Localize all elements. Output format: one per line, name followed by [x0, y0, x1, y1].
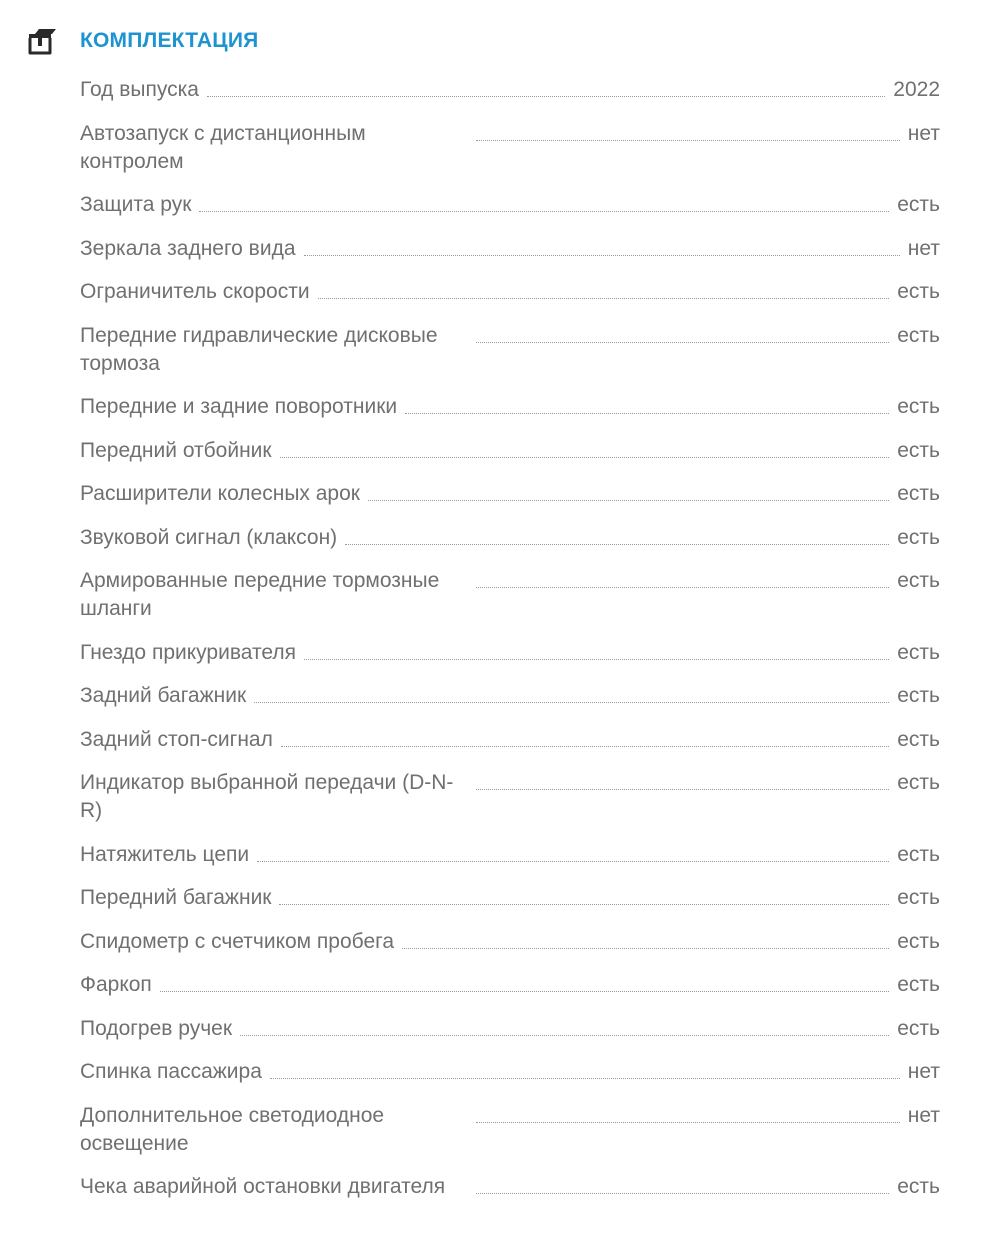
dot-leader	[281, 726, 889, 747]
spec-label: Передний отбойник	[80, 438, 272, 462]
spec-value: есть	[897, 395, 940, 418]
spec-row	[80, 1015, 940, 1043]
spec-label: Год выпуска	[80, 78, 199, 101]
spec-row	[80, 1173, 940, 1201]
spec-label: Армированные передние тормозные шланги	[80, 569, 440, 620]
spec-value: нет	[907, 236, 940, 260]
spec-value: есть	[897, 482, 940, 505]
spec-label: Фаркоп	[80, 973, 152, 996]
spec-value: нет	[907, 1060, 940, 1083]
spec-value: есть	[897, 193, 940, 216]
spec-label: Автозапуск с дистанционным контролем	[80, 121, 366, 173]
spec-value: есть	[897, 973, 940, 996]
spec-row	[80, 726, 940, 754]
spec-label: Ограничитель скорости	[80, 280, 310, 303]
spec-row	[80, 682, 940, 710]
spec-label: Защита рук	[80, 193, 192, 216]
spec-value: есть	[897, 886, 940, 909]
spec-row	[80, 1058, 940, 1086]
dot-leader	[240, 1015, 889, 1036]
spec-list	[80, 76, 940, 1217]
spec-value: нет	[907, 1103, 940, 1127]
spec-label: Передний багажник	[80, 886, 272, 909]
spec-value: есть	[897, 1175, 940, 1198]
spec-label: Передние и задние поворотники	[80, 395, 398, 418]
dot-leader	[280, 437, 890, 458]
dot-leader	[207, 76, 885, 97]
spec-value: нет	[907, 121, 940, 145]
spec-row	[80, 76, 940, 104]
spec-label: Зеркала заднего вида	[80, 236, 296, 260]
dot-leader	[476, 322, 889, 343]
spec-value: есть	[897, 1016, 940, 1040]
spec-value: есть	[897, 771, 940, 794]
dot-leader	[476, 1102, 900, 1123]
spec-value: есть	[897, 684, 940, 707]
spec-row	[80, 971, 940, 999]
dot-leader	[476, 567, 889, 588]
spec-label: Расширители колесных арок	[80, 482, 360, 505]
dot-leader	[318, 278, 890, 299]
spec-row	[80, 191, 940, 219]
spec-value: есть	[897, 727, 940, 751]
spec-label: Звуковой сигнал (клаксон)	[80, 525, 338, 549]
spec-row	[80, 120, 940, 176]
spec-label: Подогрев ручек	[80, 1016, 233, 1040]
spec-label: Задний багажник	[80, 684, 247, 707]
spec-value: есть	[897, 569, 940, 592]
dot-leader	[405, 393, 889, 414]
spec-label: Гнездо прикуривателя	[80, 640, 296, 664]
spec-value: есть	[897, 929, 940, 953]
section-title: КОМПЛЕКТАЦИЯ	[80, 29, 259, 52]
spec-value: есть	[897, 323, 940, 347]
spec-row	[80, 235, 940, 263]
spec-value: есть	[897, 525, 940, 549]
spec-label: Спидометр с счетчиком пробега	[80, 929, 395, 953]
spec-row	[80, 480, 940, 508]
spec-row	[80, 278, 940, 306]
dot-leader	[254, 682, 889, 703]
dot-leader	[304, 639, 889, 660]
dot-leader	[402, 928, 889, 949]
spec-row	[80, 841, 940, 869]
spec-label: Передние гидравлические дисковые тормоза	[80, 323, 438, 375]
spec-label: Дополнительное светодиодное освещение	[80, 1103, 385, 1155]
spec-label: Чека аварийной остановки двигателя	[80, 1175, 446, 1198]
dot-leader	[160, 971, 889, 992]
spec-row	[80, 567, 940, 623]
spec-row	[80, 437, 940, 465]
spec-row	[80, 393, 940, 421]
spec-row	[80, 928, 940, 956]
section-header	[26, 26, 259, 58]
spec-value: есть	[897, 842, 940, 866]
dot-leader	[257, 841, 889, 862]
spec-value: есть	[897, 640, 940, 664]
spec-label: Индикатор выбранной передачи (D-N-R)	[80, 771, 454, 822]
dot-leader	[476, 120, 900, 141]
spec-label: Натяжитель цепи	[80, 842, 250, 866]
spec-value: есть	[897, 438, 940, 462]
dot-leader	[476, 1173, 889, 1194]
spec-row	[80, 639, 940, 667]
dot-leader	[368, 480, 889, 501]
dot-leader	[476, 769, 889, 790]
spec-label: Спинка пассажира	[80, 1060, 262, 1083]
dot-leader	[199, 191, 889, 212]
dot-leader	[345, 524, 889, 545]
spec-row	[80, 769, 940, 825]
spec-row	[80, 1102, 940, 1158]
spec-value: 2022	[893, 78, 940, 101]
dot-leader	[304, 235, 900, 256]
spec-row	[80, 322, 940, 378]
box-icon	[26, 26, 58, 58]
spec-row	[80, 524, 940, 552]
dot-leader	[279, 884, 889, 905]
spec-row	[80, 884, 940, 912]
spec-label: Задний стоп-сигнал	[80, 727, 273, 751]
spec-value: есть	[897, 280, 940, 303]
dot-leader	[270, 1058, 900, 1079]
